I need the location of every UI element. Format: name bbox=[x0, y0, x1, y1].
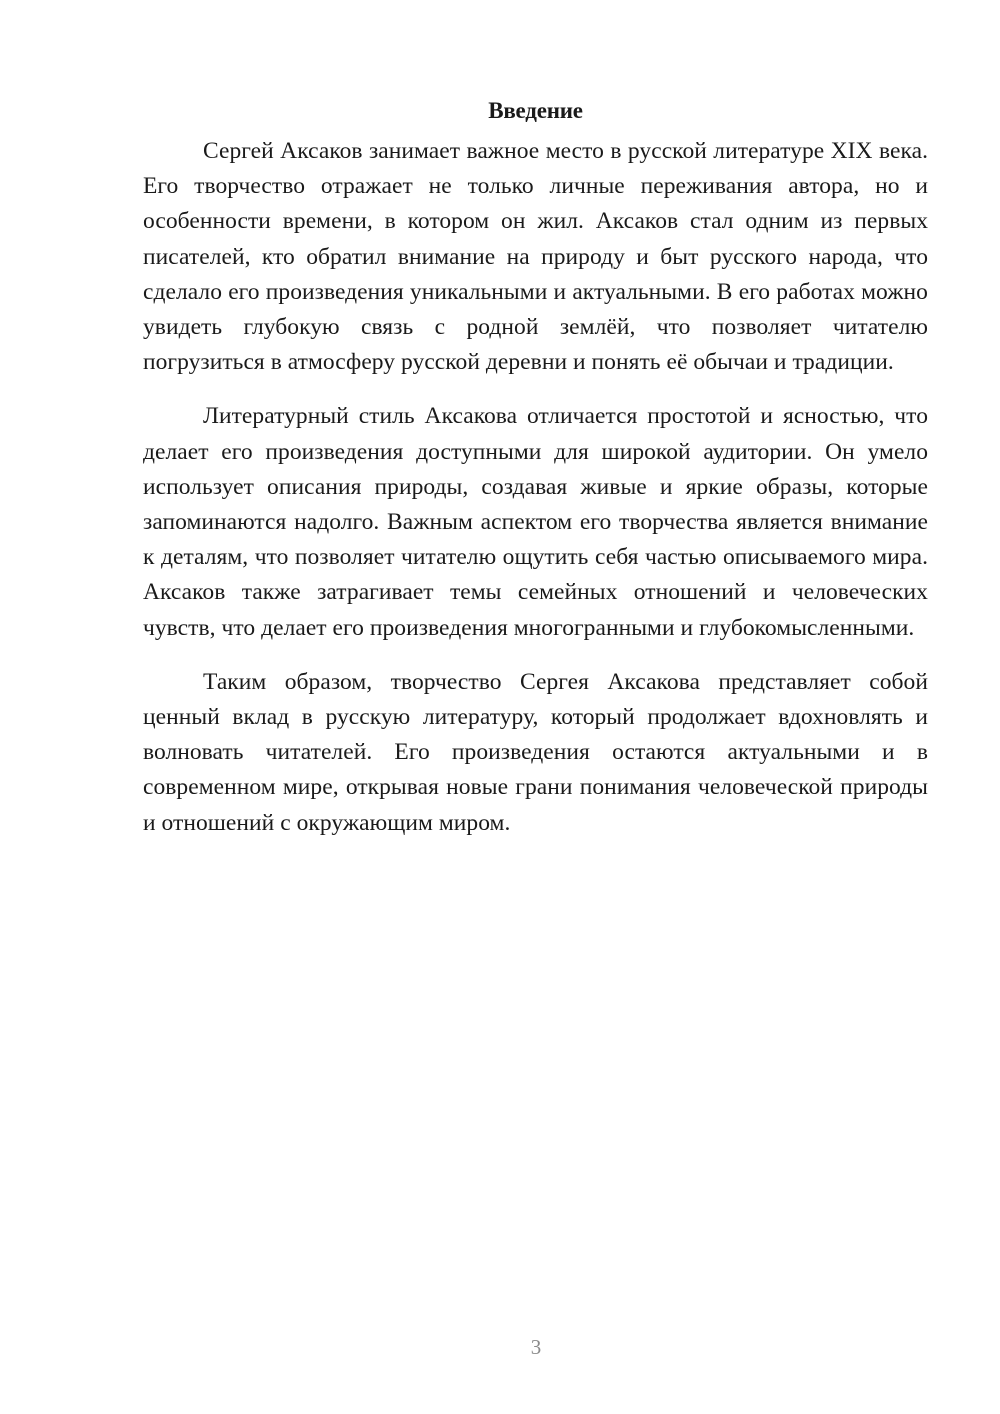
page-content bbox=[143, 92, 928, 841]
section-heading: Введение bbox=[488, 98, 583, 123]
page-number-footer bbox=[0, 1334, 1000, 1360]
paragraph-1: Сергей Аксаков занимает важное место в русской литературе XIX века. Его творчество отражает не только личные переживания автора, но и особенности времени, в котором он жил. Аксаков стал одним из первых писателей, кто обратил внимание на природу и быт русского народа, что сделало его произведения уникальными и актуальными. В его работах можно увидеть глубокую связь с родной землёй, что позволяет читателю погрузиться в атмосферу русской деревни и понять её обычаи и традиции. bbox=[143, 138, 928, 376]
paragraph-3: Таким образом, творчество Сергея Аксакова представляет собой ценный вклад в русскую литературу, который продолжает вдохновлять и волновать читателей. Его произведения остаются актуальными и в современном мире, открывая новые грани понимания человеческой природы и отношений с окружающим миром. bbox=[143, 668, 928, 836]
page-number: 3 bbox=[530, 1335, 542, 1359]
paragraph-2: Литературный стиль Аксакова отличается простотой и ясностью, что делает его произведения доступными для широкой аудитории. Он умело использует описания природы, создавая живые и яркие образы, которые запоминаются надолго. Важным аспектом его творчества является внимание к деталям, что позволяет читателю ощутить себя частью описываемого мира. Аксаков также затрагивает темы семейных отношений и человеческих чувств, что делает его произведения многогранными и глубокомысленными. bbox=[143, 403, 928, 641]
